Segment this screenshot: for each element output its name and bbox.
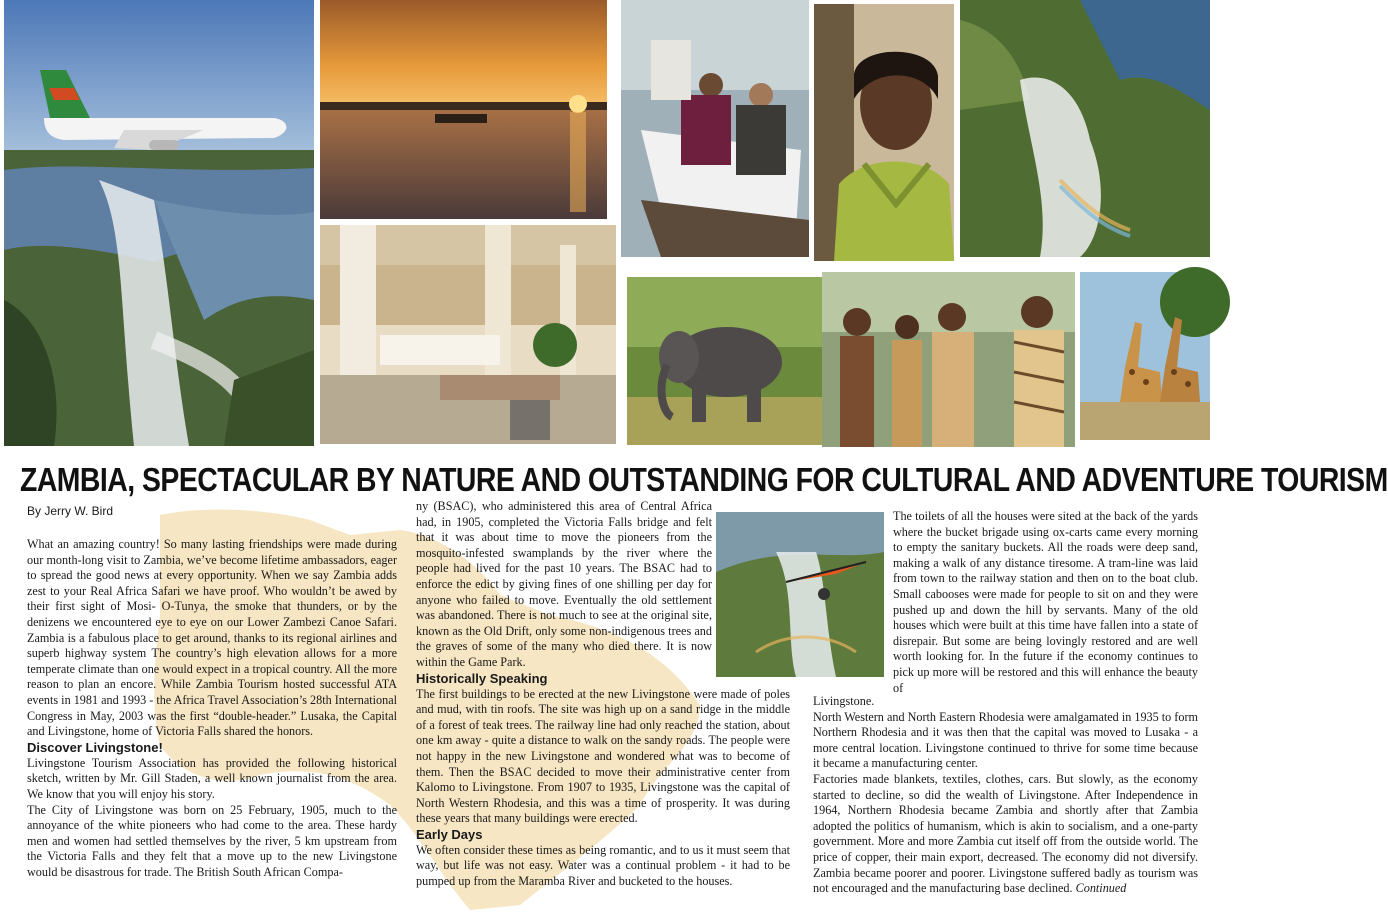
photo-boat-tourists bbox=[621, 0, 809, 257]
rhodesia-paragraph: North Western and North Eastern Rhodesia were amalgamated in 1935 to form Northern Rhodesia and it was then that the capital was moved to Lusaka - a more central location. Livingstone continued to thrive for some time because it became a manufacturing center. bbox=[813, 709, 1198, 771]
photo-traditional-dancers bbox=[822, 272, 1075, 447]
column-3-bottom bbox=[813, 694, 1198, 897]
photo-girl-portrait bbox=[814, 4, 954, 261]
heading-early-days: Early Days bbox=[416, 826, 483, 842]
heading-historically-speaking: Historically Speaking bbox=[416, 670, 548, 686]
livingstone-word: Livingstone. bbox=[813, 694, 875, 708]
decline-paragraph bbox=[813, 772, 1198, 897]
photo-sunset-river bbox=[320, 0, 607, 219]
early-days-paragraph: We often consider these times as being romantic, and to us it must seem that way, but life was not easy. Water was a continual problem - it had to be pumped up from the Maramba River and bucketed to the houses. bbox=[416, 842, 790, 889]
photo-microlight-over-falls bbox=[716, 512, 884, 677]
decline-text: Factories made blankets, textiles, clothes, cars. But slowly, as the economy started to decline, so did the wealth of Livingstone. After Independence in 1964, Northern Rhodesia became Zambia and shortly after that Zambia adopted the politics of humanism, which is akin to socialism, and a one-party government. More and more Zambia cut itself off from the outside world. The price of copper, their main export, decreased. The economy did not diversify. Zambia became poorer and poorer. Livingstone suffered badly as tourism was not encouraged and the manufacturing base declined. bbox=[813, 771, 1198, 896]
photo-giraffes bbox=[1080, 272, 1210, 440]
history-paragraph: The first buildings to be erected at the new Livingstone were made of poles and mud, with tin roofs. The site was high up on a sand ridge in the middle of a forest of teak trees. The railway line had only reached the station, about one km away - quite a distance to walk on the sandy roads. The people were not happy in the new Livingstone and wondered what was to become of them. Then the BSAC decided to move their administrative center from Kalomo to Livingstone. From 1907 to 1935, Livingstone was the capital of North Western Rhodesia, and this was a time of prosperity. It was during these years that many buildings were erected. bbox=[416, 686, 790, 826]
column-1 bbox=[27, 537, 397, 880]
column-3-top bbox=[893, 509, 1198, 696]
continued-label: Continued bbox=[1075, 881, 1127, 896]
intro-paragraph: What an amazing country! So many lasting friendships were made during our month-long visit to Zambia, we’ve become lifetime ambassadors, eager to spread the good news at every opportunity. When we say Zambia adds zest to your Real Africa Safari we have proof. Who wouldn’t be awed by their first sight of Mosi- O-Tunya, the smoke that thunders, or by the denizens we encountered eye to eye on our Lower Zambezi Canoe Safari. Zambia is a fabulous place to get around, thanks to its regional airlines and superb highway system The country’s high elevation allows for a more temperate climate than one would expect in a tropical country. All the more reason to plan an encore. While Zambia Tourism hosted successful ATA events in 1981 and 1993 - the Africa Travel Association’s 28th International Congress in May, 2003 was the first “double-header.” Lusaka, the Capital and Livingstone, home of Victoria Falls shared the honors. bbox=[27, 537, 397, 739]
byline: By Jerry W. Bird bbox=[27, 504, 114, 518]
toilets-paragraph: The toilets of all the houses were sited at the back of the yards where the bucket brigade using ox-carts came every morning to empty the sanitary buckets. All the roads were deep sand, making a walk of any distance tiresome. A tram-line was laid from town to the railway station and then on to the boat club. Small cabooses were made for people to sit on and they were pushed up and down the hill by servants. Many of the old houses which were built at this time have fallen into a state of disrepair. But some are being lovingly restored and are well worth looking for. In the future if the economy continues to pick up more will be restored and this will enhance the beauty of bbox=[893, 509, 1198, 695]
photo-aerial-falls bbox=[960, 0, 1210, 257]
discover-paragraph-2: The City of Livingstone was born on 25 February, 1905, much to the annoyance of the white pioneers who had come to the area. These hardy men and women had settled themselves by the river, 5 km upstream from the Victoria Falls and they felt that a move up to the new Livingstone would be disastrous for trade. The British South African Compa- bbox=[27, 802, 397, 879]
bsac-paragraph: ny (BSAC), who administered this area of Central Africa had, in 1905, completed the Victoria Falls bridge and felt that it was about time to move the pioneers from the mosquito-infested swamplands by the river where the people had lived for the past 10 years. The BSAC had to enforce the edict by giving fines of one shilling per day for anyone who failed to move. Eventually the old settlement was abandoned. There is not much to see at the original site, known as the Old Drift, only some non-indigenous trees and the graves of some of the many who died there. It is now within the Game Park. bbox=[416, 499, 712, 669]
discover-paragraph-1: Livingstone Tourism Association has provided the following historical sketch, written by Mr. Gill Staden, a well known journalist from the area. We know that you will enjoy his story. bbox=[27, 755, 397, 801]
photo-hotel-terrace bbox=[320, 225, 616, 444]
photo-plane-over-falls bbox=[4, 0, 314, 446]
photo-elephant bbox=[627, 277, 822, 445]
heading-discover-livingstone: Discover Livingstone! bbox=[27, 739, 163, 755]
article-headline: ZAMBIA, SPECTACULAR BY NATURE AND OUTSTANDING FOR CULTURAL AND ADVENTURE TOURISM bbox=[20, 461, 1388, 498]
